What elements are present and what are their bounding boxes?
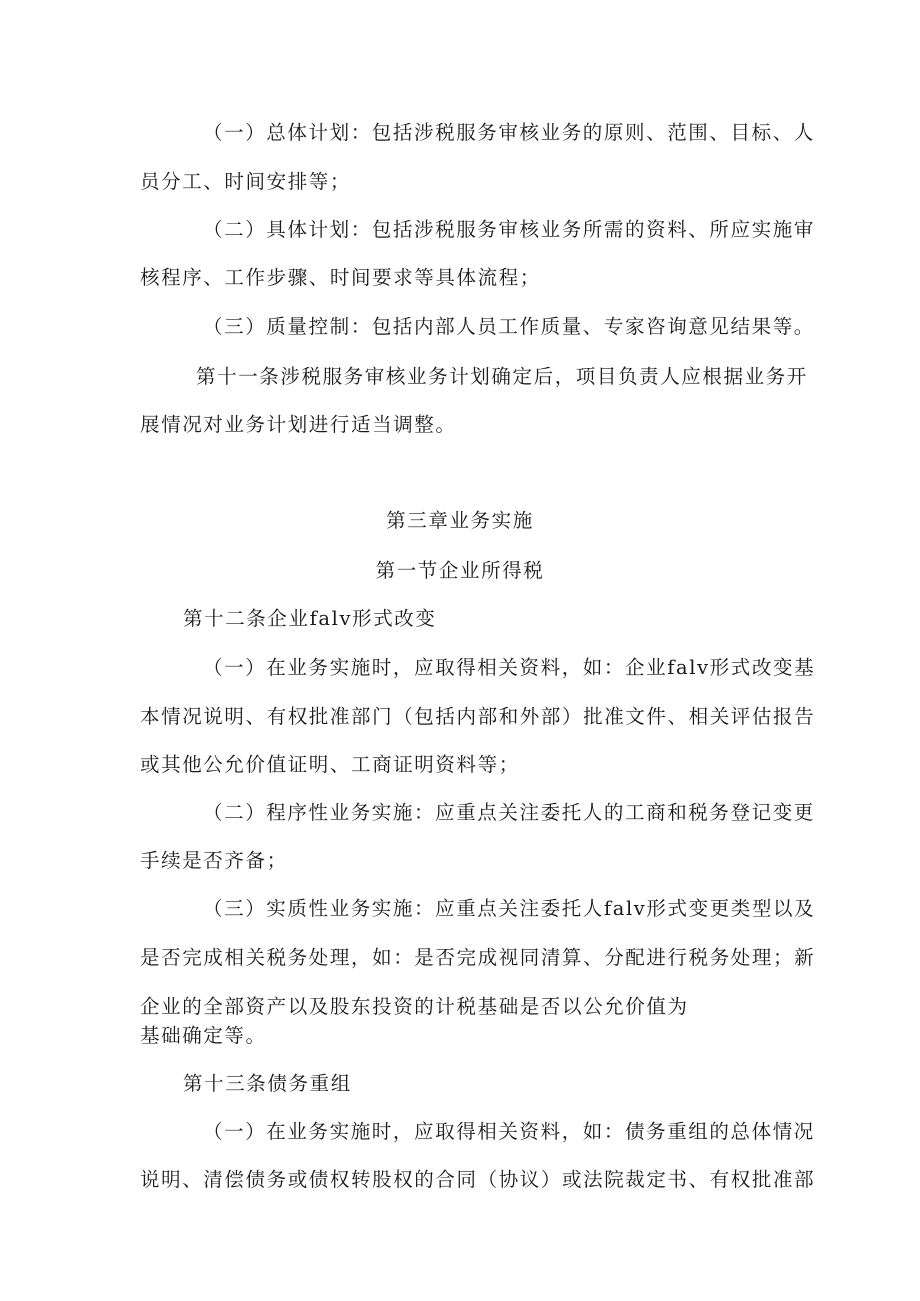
article-12-item-3-line-1: （三）实质性业务实施：应重点关注委托人falv形式变更类型以及 bbox=[203, 897, 816, 920]
article-13-item-1-line-2: 说明、清偿债务或债权转股权的合同（协议）或法院裁定书、有权批准部 bbox=[140, 1168, 816, 1191]
plan-item-1-line-1: （一）总体计划：包括涉税服务审核业务的原则、范围、目标、人 bbox=[203, 121, 815, 144]
article-11-line-1: 第十一条涉税服务审核业务计划确定后，项目负责人应根据业务开 bbox=[196, 365, 808, 388]
plan-item-3-line-1: （三）质量控制：包括内部人员工作质量、专家咨询意见结果等。 bbox=[203, 315, 815, 338]
article-12-heading: 第十二条企业falv形式改变 bbox=[183, 607, 437, 630]
article-12-item-3-line-4: 基础确定等。 bbox=[140, 1024, 267, 1047]
plan-item-2-line-2: 核程序、工作步骤、时间要求等具体流程； bbox=[140, 266, 541, 289]
section-heading: 第一节企业所得税 bbox=[375, 559, 545, 582]
article-12-item-1-line-2: 本情况说明、有权批准部门（包括内部和外部）批准文件、相关评估报告 bbox=[140, 705, 816, 728]
article-13-item-1-line-1: （一）在业务实施时，应取得相关资料，如：债务重组的总体情况 bbox=[203, 1120, 815, 1143]
article-13-heading: 第十三条债务重组 bbox=[183, 1072, 352, 1095]
article-12-item-1-line-1: （一）在业务实施时，应取得相关资料，如：企业falv形式改变基 bbox=[203, 656, 816, 679]
article-12-item-2-line-2: 手续是否齐备； bbox=[140, 849, 288, 872]
chapter-heading: 第三章业务实施 bbox=[386, 509, 534, 532]
article-12-item-3-line-2: 是否完成相关税务处理，如：是否完成视同清算、分配进行税务处理；新 bbox=[140, 946, 816, 969]
plan-item-1-line-2: 员分工、时间安排等； bbox=[140, 170, 352, 193]
article-11-line-2: 展情况对业务计划进行适当调整。 bbox=[140, 413, 457, 436]
article-12-item-2-line-1: （二）程序性业务实施：应重点关注委托人的工商和税务登记变更 bbox=[203, 801, 815, 824]
plan-item-2-line-1: （二）具体计划：包括涉税服务审核业务所需的资料、所应实施审 bbox=[203, 218, 815, 241]
article-12-item-1-line-3: 或其他公允价值证明、工商证明资料等； bbox=[140, 753, 520, 776]
article-12-item-3-line-3: 企业的全部资产以及股东投资的计税基础是否以公允价值为 bbox=[140, 995, 689, 1018]
